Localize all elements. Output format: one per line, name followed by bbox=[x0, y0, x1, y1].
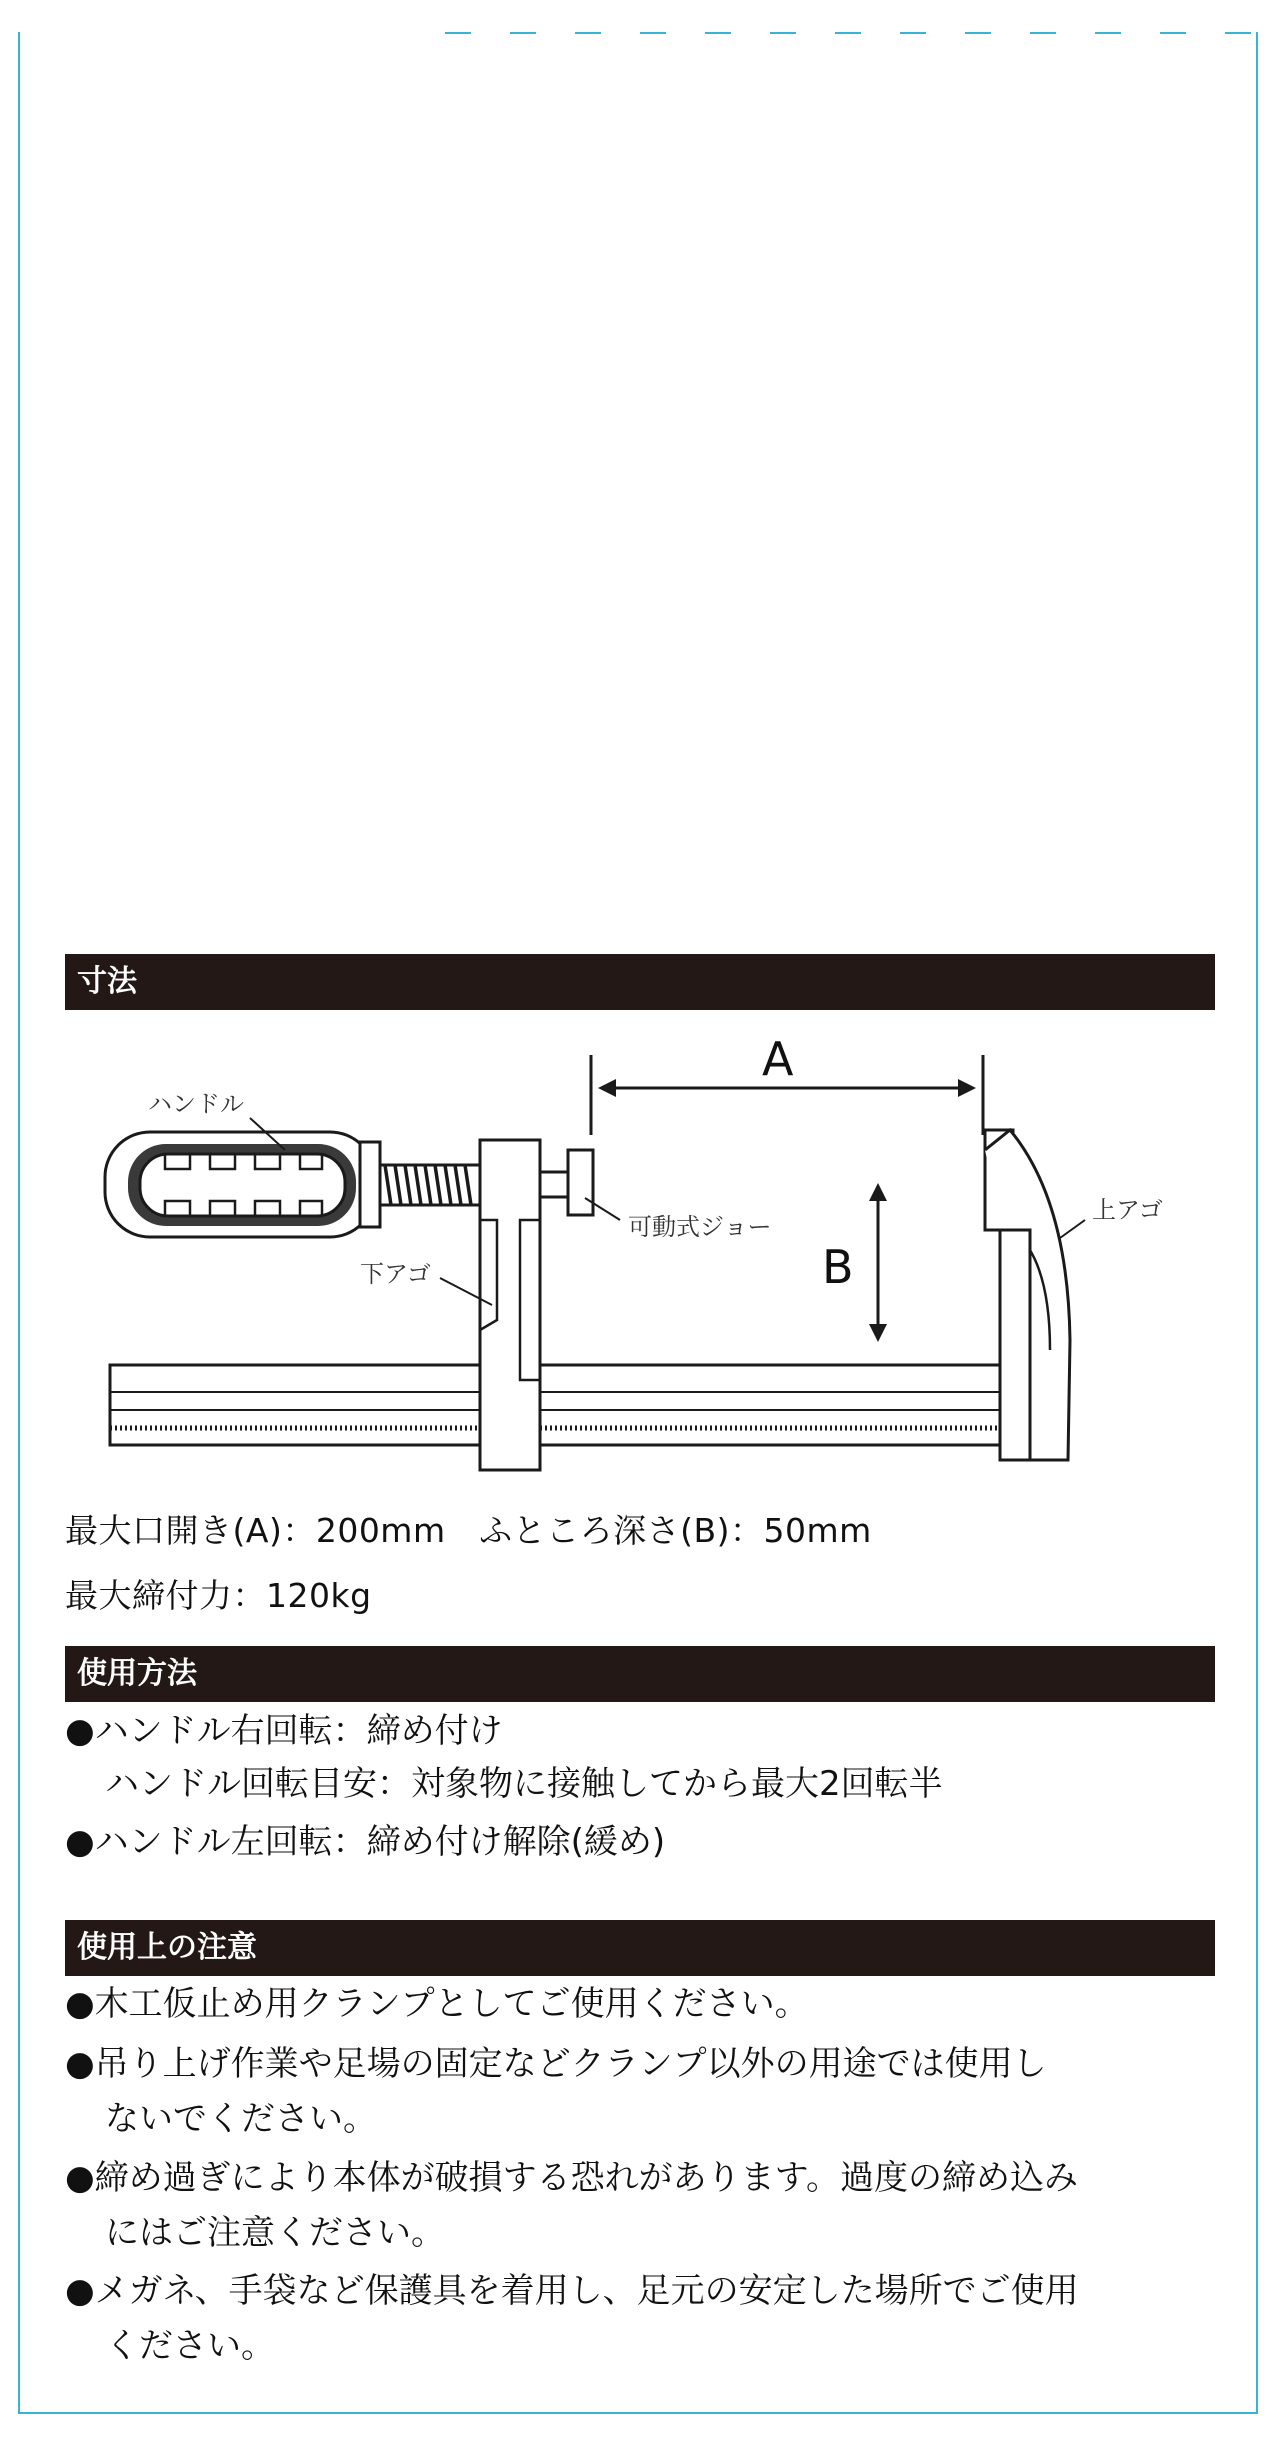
clamp-diagram bbox=[0, 1020, 1280, 1480]
spec-opening-depth: 最大口開き(A)：200mm ふところ深さ(B)：50mm bbox=[65, 1511, 872, 1550]
label-movable-jaw: 可動式ジョー bbox=[628, 1213, 772, 1241]
section-header-cautions: 使用上の注意 bbox=[65, 1920, 1215, 1976]
dim-a-label: A bbox=[762, 1032, 794, 1086]
label-lower-jaw: 下アゴ bbox=[360, 1260, 431, 1288]
caution-item: にはご注意ください。 bbox=[105, 2213, 445, 2253]
usage-item: ●ハンドル右回転：締め付け bbox=[65, 1711, 503, 1751]
section-header-dimensions: 寸法 bbox=[65, 954, 1215, 1010]
caution-item: ●締め過ぎにより本体が破損する恐れがあります。過度の締め込み bbox=[65, 2158, 1078, 2198]
label-upper-jaw: 上アゴ bbox=[1092, 1196, 1163, 1224]
caution-item: ないでください。 bbox=[105, 2099, 377, 2139]
dim-b-label: B bbox=[822, 1240, 854, 1294]
spec-clamp-force: 最大締付力：120kg bbox=[65, 1576, 372, 1615]
usage-item: ●ハンドル左回転：締め付け解除(緩め) bbox=[65, 1822, 666, 1862]
caution-item: ●吊り上げ作業や足場の固定などクランプ以外の用途では使用し bbox=[65, 2044, 1047, 2084]
label-handle: ハンドル bbox=[148, 1090, 244, 1118]
section-header-usage: 使用方法 bbox=[65, 1646, 1215, 1702]
caution-item: ください。 bbox=[105, 2326, 275, 2366]
usage-item: ハンドル回転目安：対象物に接触してから最大2回転半 bbox=[105, 1764, 943, 1804]
caution-item: ●メガネ、手袋など保護具を着用し、足元の安定した場所でご使用 bbox=[65, 2271, 1079, 2311]
caution-item: ●木工仮止め用クランプとしてご使用ください。 bbox=[65, 1984, 809, 2024]
